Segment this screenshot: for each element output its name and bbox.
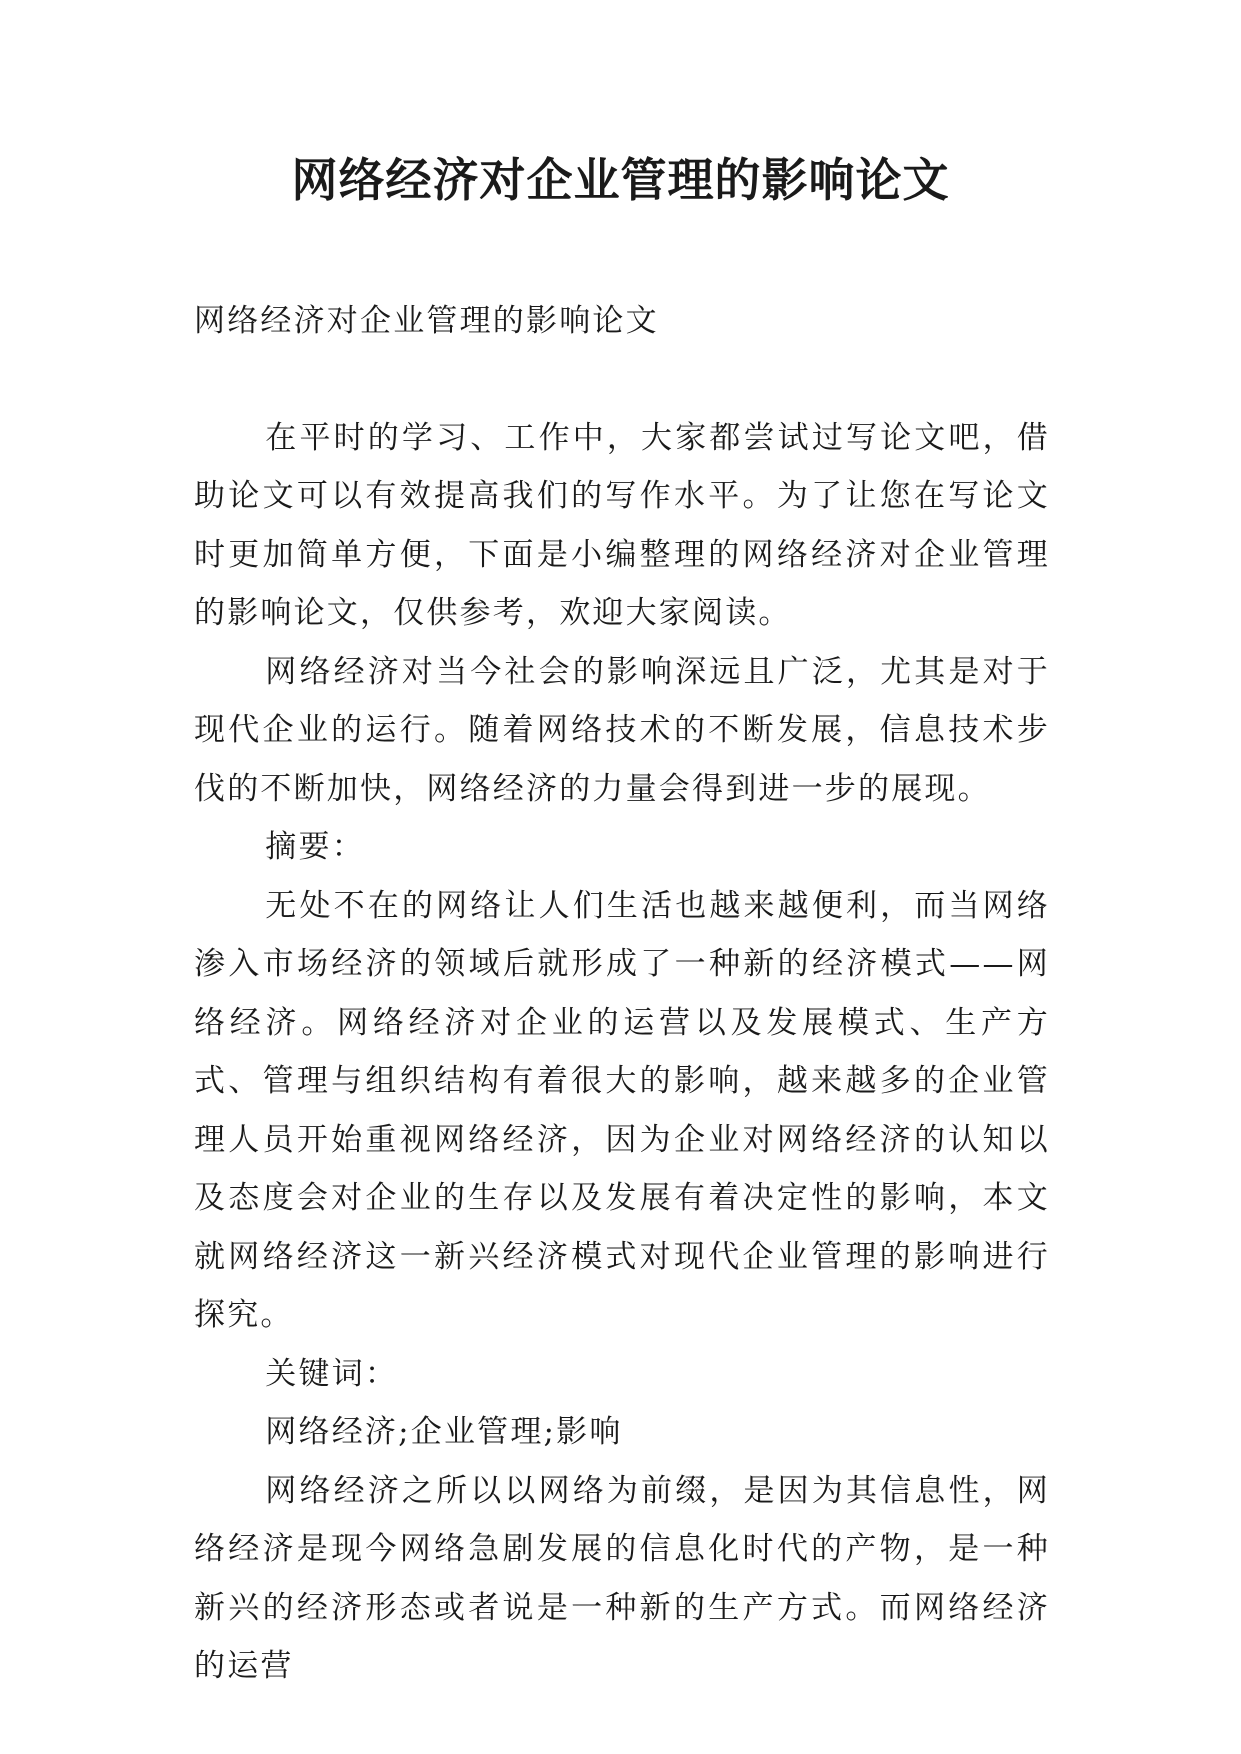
keywords-text: 网络经济;企业管理;影响 bbox=[265, 1414, 623, 1450]
abstract-heading: 摘要： bbox=[265, 829, 365, 865]
abstract-text: 无处不在的网络让人们生活也越来越便利，而当网络渗入市场经济的领域后就形成了一种新的经济模式——网络经济。网络经济对企业的运营以及发展模式、生产方式、管理与组织结构有着很大的影响，越来越多的企业管理人员开始重视网络经济，因为企业对网络经济的认知以及态度会对企业的生存以及发展有着决定性的影响，本文就网络经济这一新兴经济模式对现代企业管理的影响进行探究。 bbox=[194, 887, 1050, 1333]
paragraph-intro: 在平时的学习、工作中，大家都尝试过写论文吧，借助论文可以有效提高我们的写作水平。为了让您在写论文时更加简单方便，下面是小编整理的网络经济对企业管理的影响论文，仅供参考，欢迎大家阅读。 bbox=[194, 419, 1050, 631]
keywords-heading: 关键词： bbox=[265, 1355, 399, 1392]
document-title: 网络经济对企业管理的影响论文 bbox=[291, 153, 950, 207]
document-body bbox=[194, 292, 1050, 1696]
document-subtitle: 网络经济对企业管理的影响论文 bbox=[194, 303, 659, 339]
paragraph-overview: 网络经济对当今社会的影响深远且广泛，尤其是对于现代企业的运行。随着网络技术的不断发展，信息技术步伐的不断加快，网络经济的力量会得到进一步的展现。 bbox=[194, 653, 1050, 807]
paragraph-body: 网络经济之所以以网络为前缀，是因为其信息性，网络经济是现今网络急剧发展的信息化时代的产物，是一种新兴的经济形态或者说是一种新的生产方式。而网络经济的运营 bbox=[194, 1472, 1050, 1684]
